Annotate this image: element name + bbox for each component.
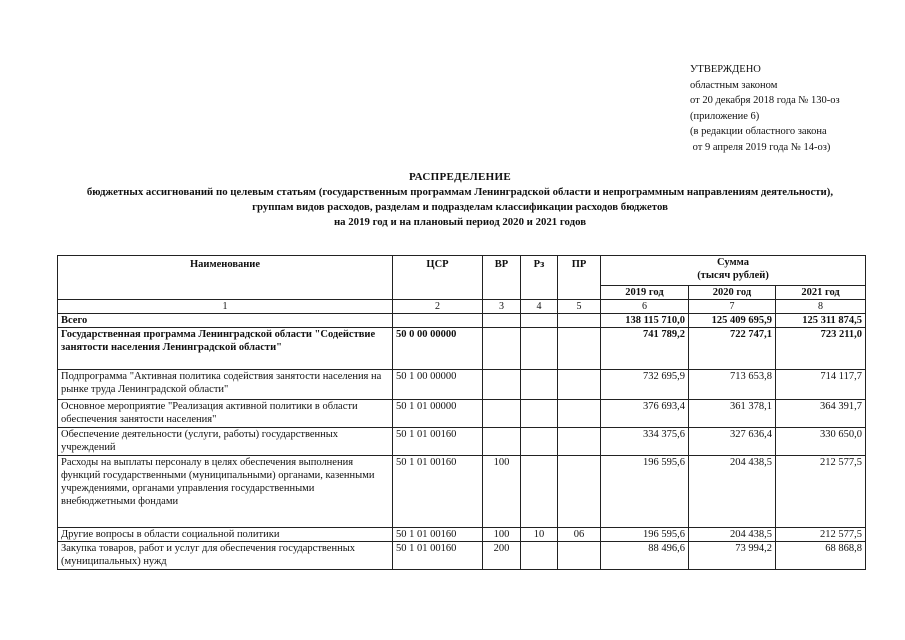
approval-line: (в редакции областного закона	[690, 126, 827, 137]
row-amount-2021: 212 577,5	[776, 456, 866, 528]
row-csr: 50 1 00 00000	[393, 370, 483, 400]
table-row	[58, 400, 866, 428]
row-pr	[558, 370, 601, 400]
table-row	[58, 528, 866, 542]
header-sum-label: Сумма	[717, 257, 749, 268]
row-amount-2020: 204 438,5	[689, 528, 776, 542]
row-csr: 50 0 00 00000	[393, 328, 483, 370]
row-amount-2019: 196 595,6	[601, 528, 689, 542]
row-vr: 200	[483, 542, 521, 570]
row-pr	[558, 456, 601, 528]
header-rz: Рз	[521, 256, 558, 300]
table-row	[58, 456, 866, 528]
row-vr	[483, 328, 521, 370]
table-row	[58, 542, 866, 570]
header-csr: ЦСР	[393, 256, 483, 300]
column-number: 6	[601, 300, 689, 314]
row-amount-2019: 88 496,6	[601, 542, 689, 570]
row-amount-2019: 196 595,6	[601, 456, 689, 528]
row-rz	[521, 370, 558, 400]
row-vr	[483, 370, 521, 400]
row-rz	[521, 328, 558, 370]
row-csr: 50 1 01 00000	[393, 400, 483, 428]
row-amount-2021: 714 117,7	[776, 370, 866, 400]
row-amount-2019: 741 789,2	[601, 328, 689, 370]
table-row	[58, 428, 866, 456]
header-sum	[601, 256, 866, 286]
column-number: 8	[776, 300, 866, 314]
row-vr	[483, 428, 521, 456]
row-amount-2019: 376 693,4	[601, 400, 689, 428]
row-rz	[521, 456, 558, 528]
table-row-total	[58, 314, 866, 328]
column-number: 3	[483, 300, 521, 314]
header-pr: ПР	[558, 256, 601, 300]
row-amount-2021: 212 577,5	[776, 528, 866, 542]
row-vr: 100	[483, 528, 521, 542]
row-amount-2020: 722 747,1	[689, 328, 776, 370]
row-amount-2020: 327 636,4	[689, 428, 776, 456]
row-amount-2021: 723 211,0	[776, 328, 866, 370]
row-amount-2019: 732 695,9	[601, 370, 689, 400]
approval-line: областным законом	[690, 79, 778, 91]
approval-stamp	[690, 62, 840, 155]
row-name: Государственная программа Ленинградской области "Содействие занятости населения Ленинградской области"	[58, 328, 393, 370]
row-amount-2020: 125 409 695,9	[689, 314, 776, 328]
row-amount-2020: 361 378,1	[689, 400, 776, 428]
budget-table	[57, 255, 866, 570]
row-csr: 50 1 01 00160	[393, 428, 483, 456]
row-pr	[558, 428, 601, 456]
row-amount-2021: 125 311 874,5	[776, 314, 866, 328]
header-year-2021: 2021 год	[776, 286, 866, 300]
row-amount-2020: 73 994,2	[689, 542, 776, 570]
row-csr: 50 1 01 00160	[393, 542, 483, 570]
column-number: 2	[393, 300, 483, 314]
table-row	[58, 370, 866, 400]
row-amount-2021: 68 868,8	[776, 542, 866, 570]
row-amount-2019: 334 375,6	[601, 428, 689, 456]
header-name: Наименование	[58, 256, 393, 300]
row-name: Другие вопросы в области социальной политики	[58, 528, 393, 542]
column-number: 5	[558, 300, 601, 314]
row-amount-2021: 330 650,0	[776, 428, 866, 456]
row-name: Закупка товаров, работ и услуг для обеспечения государственных (муниципальных) нужд	[58, 542, 393, 570]
approval-line: от 9 апреля 2019 года № 14-оз)	[690, 141, 831, 153]
row-pr: 06	[558, 528, 601, 542]
header-vr: ВР	[483, 256, 521, 300]
row-name: Всего	[58, 314, 393, 328]
row-vr: 100	[483, 456, 521, 528]
header-year-2019: 2019 год	[601, 286, 689, 300]
row-csr: 50 1 01 00160	[393, 528, 483, 542]
document-title: РАСПРЕДЕЛЕНИЕ	[409, 171, 511, 183]
table-row	[58, 328, 866, 370]
row-amount-2020: 713 653,8	[689, 370, 776, 400]
row-name: Расходы на выплаты персоналу в целях обеспечения выполнения функций государственными (муниципальными) органами, казенными учреждениями, органами управления государственными внебюджетными фондами	[58, 456, 393, 528]
approval-line: УТВЕРЖДЕНО	[690, 64, 761, 75]
row-name: Основное мероприятие "Реализация активной политики в области обеспечения занятости населения"	[58, 400, 393, 428]
approval-line: от 20 декабря 2018 года № 130-оз	[690, 95, 840, 106]
document-subtitle-line: группам видов расходов, разделам и подразделам классификации расходов бюджетов	[252, 201, 668, 213]
column-number: 4	[521, 300, 558, 314]
row-vr	[483, 400, 521, 428]
approval-line: (приложение 6)	[690, 110, 760, 122]
row-pr	[558, 542, 601, 570]
row-name: Обеспечение деятельности (услуги, работы) государственных учреждений	[58, 428, 393, 456]
row-rz	[521, 542, 558, 570]
column-number: 7	[689, 300, 776, 314]
row-amount-2021: 364 391,7	[776, 400, 866, 428]
row-pr	[558, 328, 601, 370]
header-year-2020: 2020 год	[689, 286, 776, 300]
header-sum-unit: (тысяч рублей)	[697, 270, 769, 281]
column-number: 1	[58, 300, 393, 314]
row-pr	[558, 400, 601, 428]
row-rz: 10	[521, 528, 558, 542]
document-heading	[40, 170, 880, 230]
document-subtitle-line: на 2019 год и на плановый период 2020 и 2021 годов	[333, 216, 587, 228]
row-rz	[521, 400, 558, 428]
document-subtitle-line: бюджетных ассигнований по целевым статьям (государственным программам Ленинградской области и непрограммным направлениям деятельности),	[86, 186, 834, 198]
row-amount-2019: 138 115 710,0	[601, 314, 689, 328]
row-amount-2020: 204 438,5	[689, 456, 776, 528]
row-name: Подпрограмма "Активная политика содействия занятости населения на рынке труда Ленинградской области"	[58, 370, 393, 400]
row-rz	[521, 428, 558, 456]
row-csr: 50 1 01 00160	[393, 456, 483, 528]
